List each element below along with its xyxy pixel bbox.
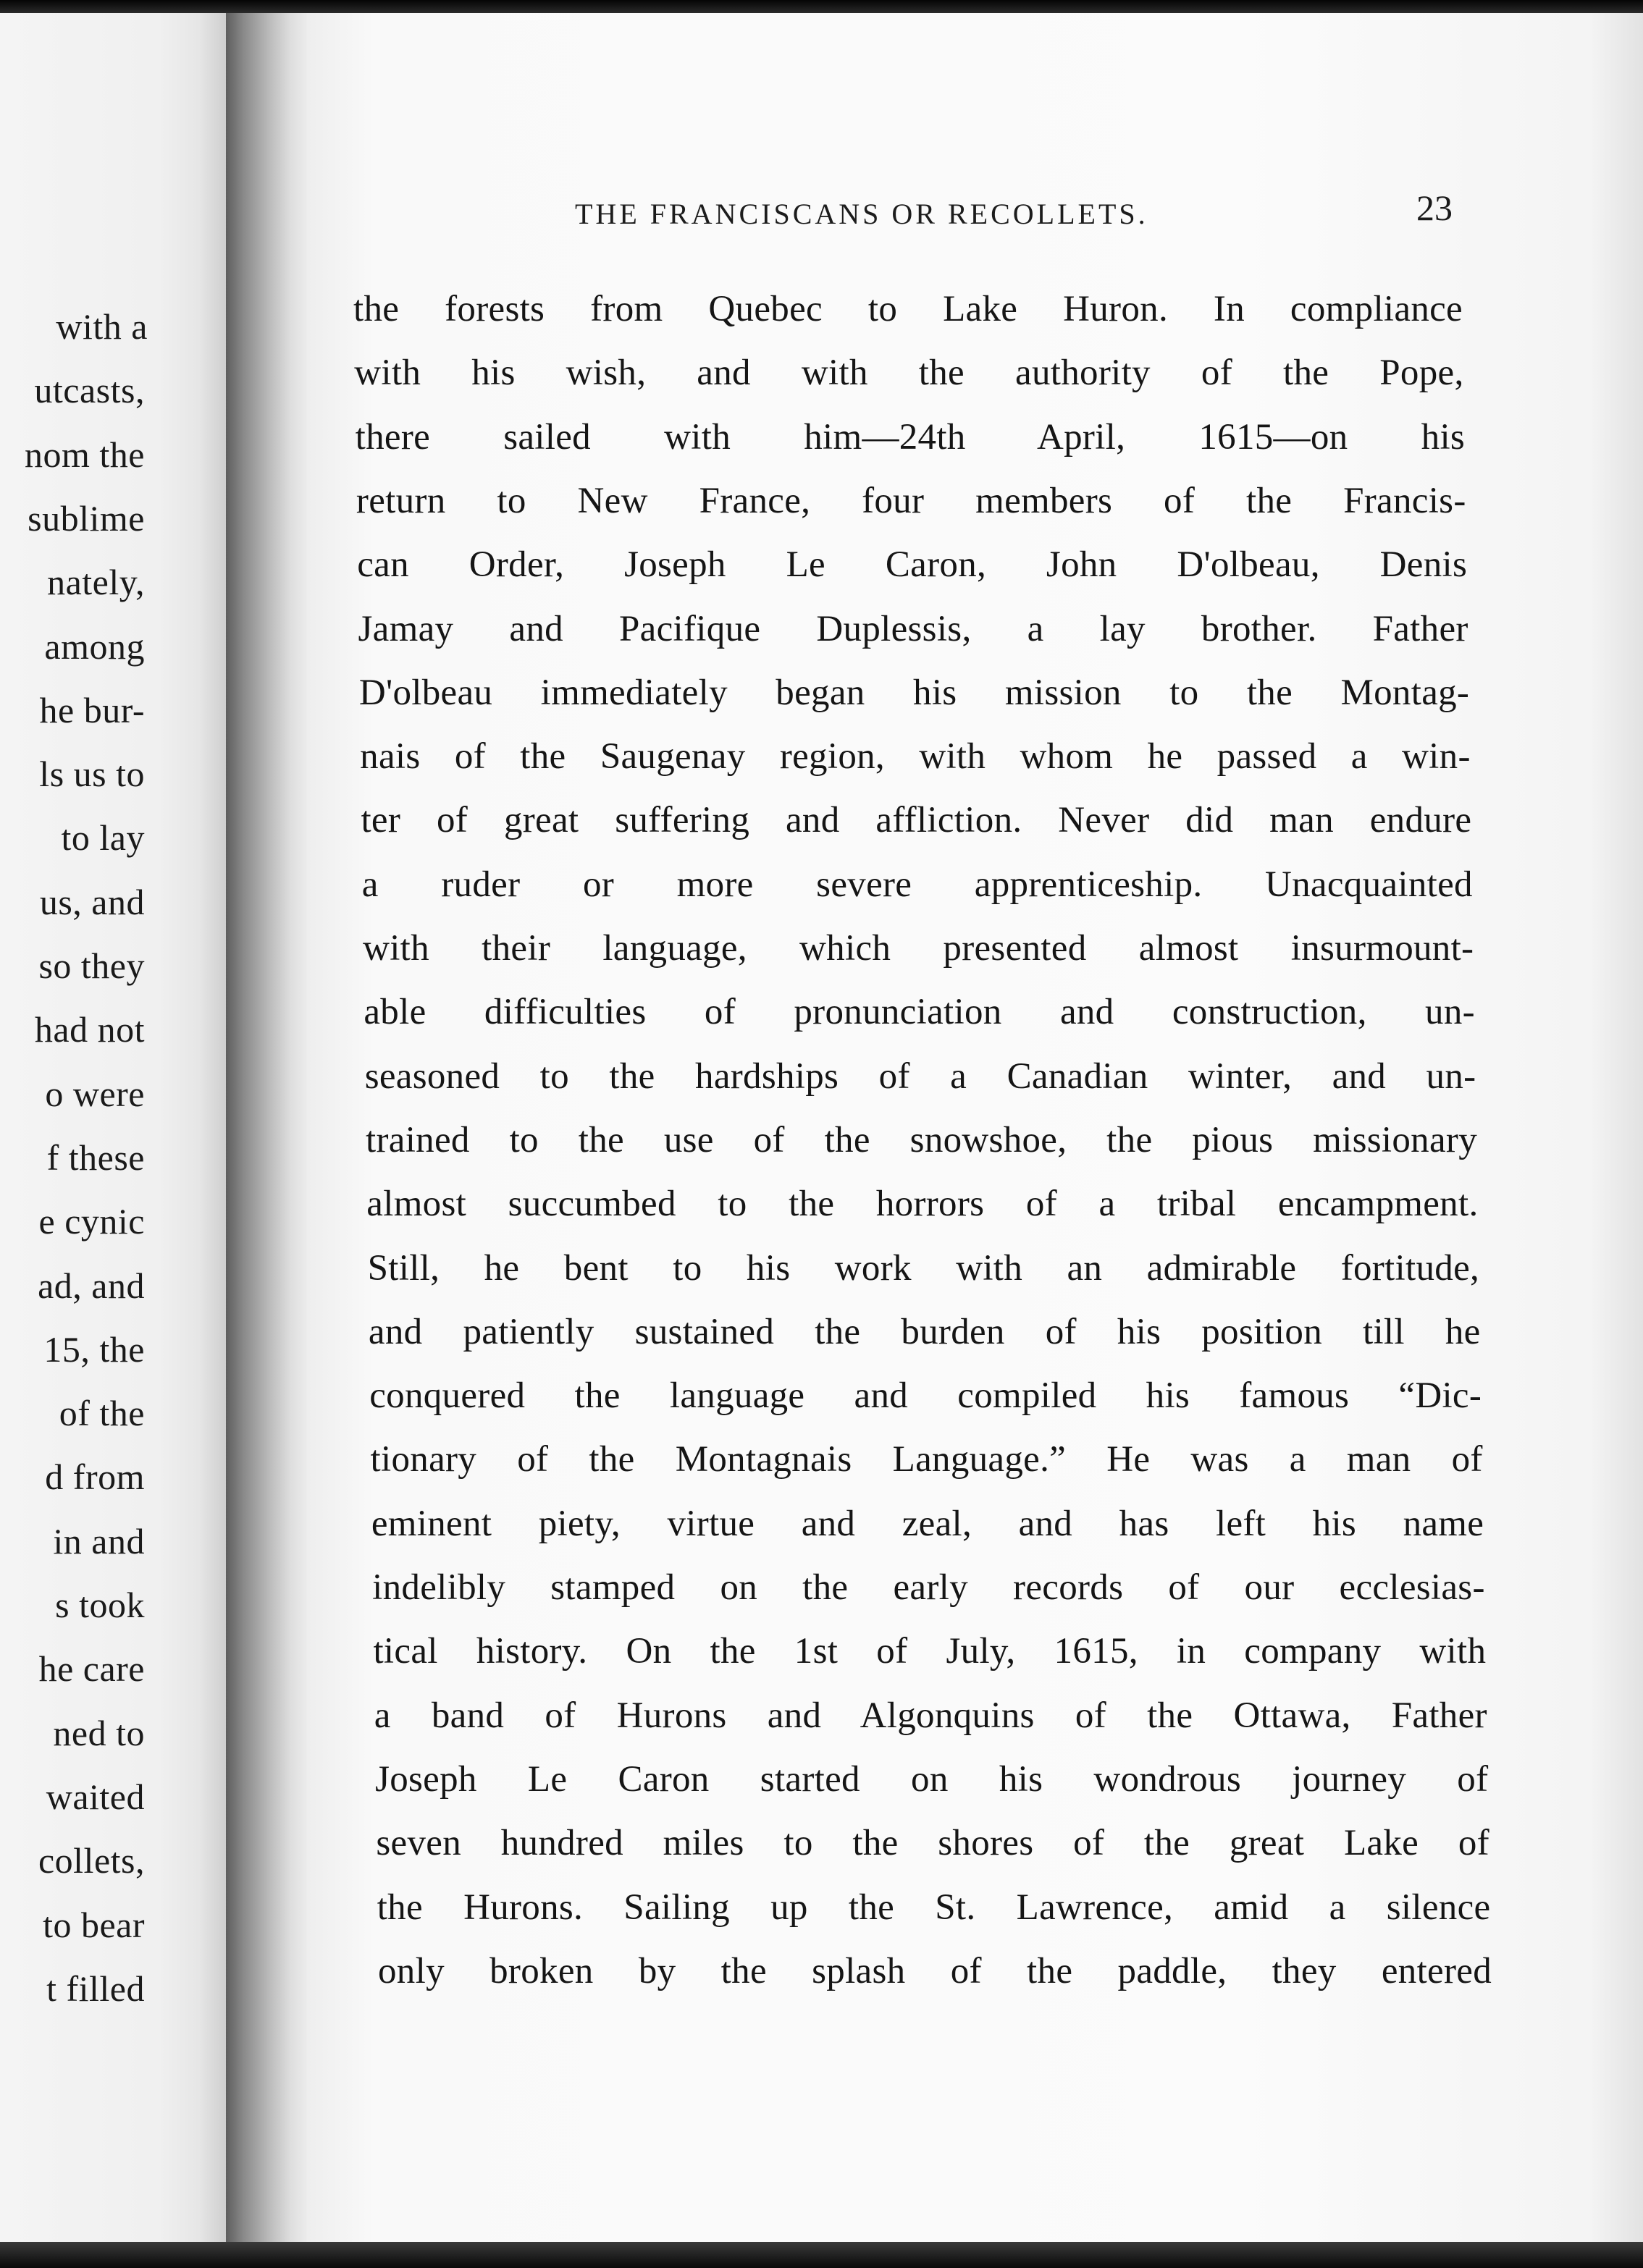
left-page-line: he bur- [39,689,145,730]
left-page-line: o were [45,1073,145,1114]
left-page-line: to bear [43,1904,145,1945]
left-page-line: us, and [39,881,145,922]
body-line: trained to the use of the snowshoe, the pious missionary [366,1119,1477,1160]
body-line: only broken by the splash of the paddle, they entered [378,1950,1492,1991]
left-page-line: s took [55,1585,145,1625]
left-page-line: had not [34,1009,145,1050]
left-page-line: he care [38,1648,145,1690]
body-line: with their language, which presented almost insurmount- [363,928,1474,969]
body-line: tionary of the Montagnais Language.” He was a man of [370,1439,1483,1480]
body-line: almost succumbed to the horrors of a tribal encampment. [366,1184,1479,1225]
scan-bottom-edge [0,2242,1643,2268]
body-line: there sailed with him—24th April, 1615—on his [355,416,1466,458]
body-line: the forests from Quebec to Lake Huron. In compliance [353,289,1463,329]
body-line: ter of great suffering and affliction. Never did man endure [361,800,1472,841]
page-gutter-shadow [226,0,307,2268]
left-page-line: among [44,625,145,667]
left-page-line: utcasts, [34,370,145,411]
body-line: able difficulties of pronunciation and construction, un- [364,992,1475,1033]
body-line: nais of the Saugenay region, with whom he passed a win- [360,736,1471,777]
left-page-line: t filled [46,1968,145,2009]
left-page-line: waited [46,1776,145,1817]
body-line: a band of Hurons and Algonquins of the Ottawa, Father [374,1695,1487,1736]
left-page-line: collets, [38,1840,145,1881]
body-line: Joseph Le Caron started on his wondrous journey of [375,1758,1489,1800]
body-line: indelibly stamped on the early records of our ecclesias- [372,1567,1485,1608]
page-number: 23 [1416,187,1453,228]
body-line: tical history. On the 1st of July, 1615, in company with [373,1631,1487,1672]
body-line: eminent piety, virtue and zeal, and has left his name [371,1503,1484,1544]
left-page-line: nom the [25,434,145,475]
left-page-line: so they [38,945,145,986]
body-line: can Order, Joseph Le Caron, John D'olbeau, Denis [357,544,1468,586]
scan-top-edge [0,0,1643,13]
body-line: Still, he bent to his work with an admirable fortitude, [367,1247,1480,1289]
left-page-line: to lay [61,817,145,859]
body-line: seven hundred miles to the shores of the great Lake of [376,1823,1489,1864]
left-page-line: with a [56,306,148,347]
left-page-line: d from [45,1457,145,1498]
body-line: conquered the language and compiled his famous “Dic- [369,1375,1482,1417]
left-page-line: of the [59,1393,145,1434]
body-line: with his wish, and with the authority of the Pope, [354,353,1464,394]
left-page-line: ad, and [38,1265,145,1306]
body-line: seasoned to the hardships of a Canadian winter, and un- [364,1055,1476,1097]
left-page-fragment [0,0,226,2268]
left-page-line: ls us to [39,754,145,795]
running-head: THE FRANCISCANS OR RECOLLETS. [575,198,1148,230]
body-line: a ruder or more severe apprenticeship. Unacquainted [361,864,1473,905]
body-line: the Hurons. Sailing up the St. Lawrence, amid a silence [377,1887,1491,1928]
left-page-line: in and [53,1520,145,1561]
body-line: return to New France, four members of the Francis- [356,480,1466,521]
left-page-line: f these [46,1137,145,1178]
left-page-line: sublime [28,497,145,539]
left-page-line: ned to [53,1712,145,1753]
left-page-line: nately, [47,562,145,603]
body-line: D'olbeau immediately began his mission to the Montag- [358,672,1470,713]
body-line: Jamay and Pacifique Duplessis, a lay brother. Father [358,608,1468,649]
body-line: and patiently sustained the burden of his position till he [368,1311,1481,1352]
left-page-line: e cynic [38,1201,145,1242]
left-page-line: 15, the [43,1328,145,1370]
